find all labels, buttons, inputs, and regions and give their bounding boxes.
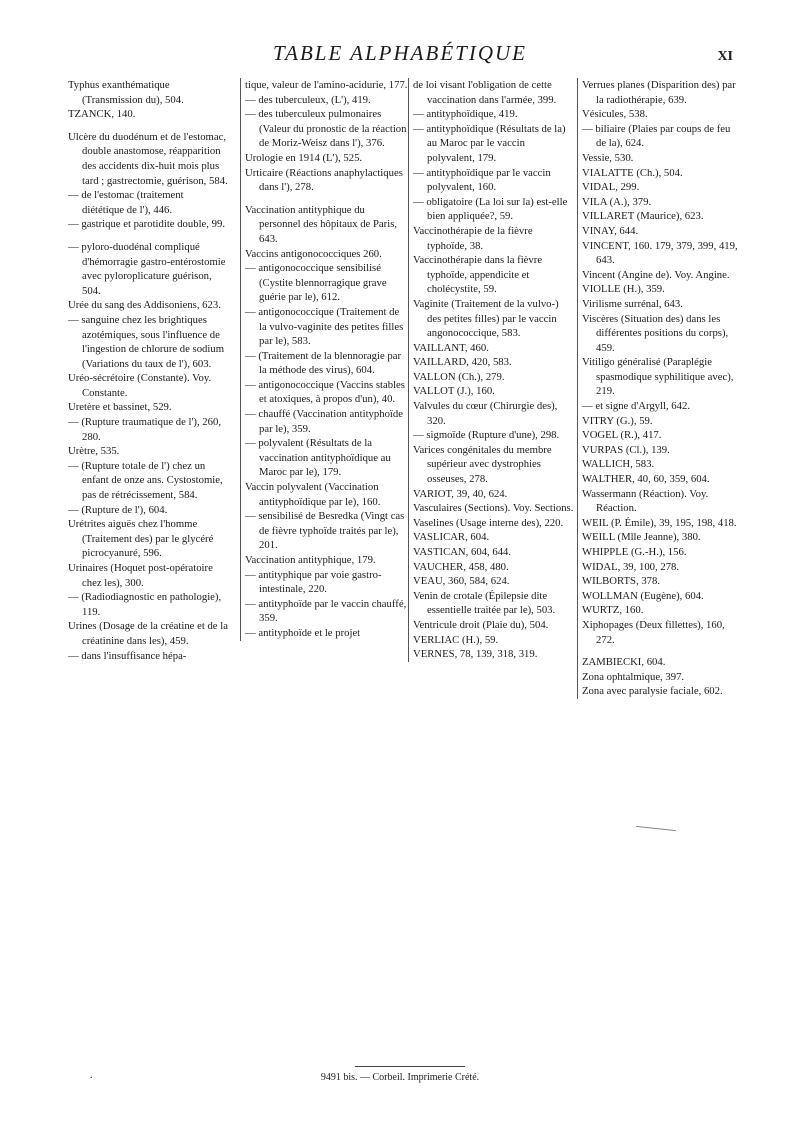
index-entry: VINAY, 644.: [582, 224, 639, 237]
index-entry: Urologie en 1914 (L'), 525.: [245, 151, 363, 164]
index-entry: VAILLARD, 420, 583.: [413, 356, 512, 369]
index-entry: — dans l'insuffisance hépa-: [68, 649, 187, 662]
footer-rule: [355, 1066, 465, 1067]
index-entry: Vaccinothérapie de la fièvre typhoïde, 38.: [413, 224, 533, 252]
index-entry: — (Radiodiagnostic en pathologie), 119.: [68, 591, 222, 618]
printer-imprint: 9491 bis. — Corbeil. Imprimerie Crété.: [320, 1072, 480, 1083]
index-entry: WEIL (P. Émile), 39, 195, 198, 418.: [582, 516, 737, 529]
index-entry: ZAMBIECKI, 604.: [582, 656, 666, 669]
index-entry: — et signe d'Argyll, 642.: [582, 400, 691, 413]
index-entry: — antityphoïdique (Résultats de la) au Maroc par le vaccin polyvalent, 179.: [413, 122, 566, 164]
index-entry: de loi visant l'obligation de cette vaccination dans l'armée, 399.: [413, 79, 557, 106]
index-entry: Vaselines (Usage interne des), 220.: [413, 516, 564, 529]
index-entry: VILLARET (Maurice), 623.: [582, 210, 704, 223]
index-entry: — biliaire (Plaies par coups de feu de la), 624.: [582, 122, 731, 150]
index-column-1: [68, 78, 228, 663]
index-entry: Urètre, 535.: [68, 445, 120, 458]
index-entry: — antityphoïde et le projet: [245, 626, 361, 639]
index-entry: VARIOT, 39, 40, 624.: [413, 487, 508, 500]
index-entry: VAILLANT, 460.: [413, 341, 489, 354]
index-entry: VALLON (Ch.), 279.: [413, 370, 505, 383]
index-entry: — (Rupture totale de l') chez un enfant de onze ans. Cystostomie, pas de rétrécissement, 584.: [68, 459, 223, 502]
index-entry: — antityphoïdique par le vaccin polyvalent, 160.: [413, 166, 551, 194]
index-entry: VALLOT (J.), 160.: [413, 385, 495, 398]
index-entry: VITRY (G.), 59.: [582, 414, 653, 427]
index-entry: Vaccination antityphique du personnel des hôpitaux de Paris, 643.: [245, 203, 398, 245]
index-entry: — sensibilisé de Besredka (Vingt cas de fièvre typhoïde traités par le), 201.: [245, 510, 405, 552]
index-entry: tique, valeur de l'amino-acidurie, 177.: [245, 79, 408, 91]
index-entry: — antityphique par voie gastro-intestinale, 220.: [245, 568, 382, 596]
index-entry: Vitiligo généralisé (Paraplégie spasmodique syphilitique avec), 219.: [582, 356, 734, 398]
index-entry: Viscères (Situation des) dans les différentes positions du corps), 459.: [582, 312, 729, 354]
index-entry: Ventricule droit (Plaie du), 504.: [413, 618, 549, 631]
index-entry: — de l'estomac (traitement diététique de l'), 446.: [68, 189, 184, 216]
index-entry: TZANCK, 140.: [68, 108, 136, 121]
index-entry: VIDAL, 299.: [582, 181, 640, 194]
index-entry: Xiphopages (Deux fillettes), 160, 272.: [582, 618, 725, 646]
index-entry: WURTZ, 160.: [582, 604, 644, 617]
index-entry: — sigmoïde (Rupture d'une), 298.: [413, 429, 560, 442]
index-entry: — chauffé (Vaccination antityphoïde par le), 359.: [245, 408, 403, 435]
index-entry: VOGEL (R.), 417.: [582, 429, 662, 442]
index-entry: Ulcère du duodénum et de l'estomac, double anastomose, réapparition des accidents dix-huit mois plus tard ; gastrectomie, guérison, 584.: [68, 130, 228, 187]
index-entry: VINCENT, 160. 179, 379, 399, 419, 643.: [582, 239, 738, 267]
index-entry: Urines (Dosage de la créatine et de la créatinine dans les), 459.: [68, 620, 228, 647]
index-entry: — sanguine chez les brightiques azotémiques, sous l'influence de l'ingestion de chlorure de sodium (Variations du taux de l'), 603.: [68, 313, 225, 370]
index-entry: — antigonococcique (Traitement de la vulvo-vaginite des petites filles par le), 583.: [245, 305, 404, 348]
index-entry: Vaccin polyvalent (Vaccination antityphoïdique par le), 160.: [245, 481, 381, 508]
index-column-3: [408, 78, 575, 662]
index-entry: WILBORTS, 378.: [582, 575, 661, 588]
index-entry: — antityphoïdique, 419.: [413, 108, 518, 121]
index-entry: — antigonococcique (Vaccins stables et atoxiques, à propos d'un), 40.: [245, 378, 405, 406]
index-entry: — (Rupture traumatique de l'), 260, 280.: [68, 416, 221, 443]
margin-pen-stroke: [636, 826, 676, 831]
index-entry: Urinaires (Hoquet post-opératoire chez les), 300.: [68, 562, 213, 589]
index-entry: Uretère et bassinet, 529.: [68, 401, 172, 414]
index-entry: VASLICAR, 604.: [413, 531, 490, 544]
index-entry: Virilisme surrénal, 643.: [582, 297, 683, 310]
index-entry: Urée du sang des Addisoniens, 623.: [68, 299, 221, 312]
index-entry: — (Traitement de la blennoragie par la méthode des virus), 604.: [245, 349, 402, 377]
index-entry: WALLICH, 583.: [582, 458, 655, 471]
index-entry: WEILL (Mlle Jeanne), 380.: [582, 531, 701, 544]
index-column-2: [240, 78, 408, 641]
index-entry: Valvules du cœur (Chirurgie des), 320.: [413, 400, 558, 427]
index-entry: Zona ophtalmique, 397.: [582, 670, 685, 683]
index-entry: — obligatoire (La loi sur la) est-elle bien appliquée?, 59.: [413, 195, 568, 223]
index-entry: Venin de crotale (Épilepsie dite essentielle traitée par le), 503.: [413, 589, 556, 617]
index-entry: Urétrites aiguës chez l'homme (Traitement des) par le glycéré picrocyanuré, 596.: [68, 518, 214, 560]
index-entry: Vessie, 530.: [582, 151, 634, 164]
index-entry: — antigonococcique sensibilisé (Cystite blennorragique grave guérie par le), 612.: [245, 262, 387, 304]
index-entry: Uréo-sécrétoire (Constante). Voy. Constante.: [68, 372, 212, 399]
index-entry: WHIPPLE (G.-H.), 156.: [582, 546, 687, 558]
index-entry: VIOLLE (H.), 359.: [582, 283, 665, 296]
index-entry: VILA (A.), 379.: [582, 195, 652, 208]
index-entry: VERLIAC (H.), 59.: [413, 633, 499, 646]
index-entry: Vaginite (Traitement de la vulvo-) des petites filles) par le vaccin angonococcique, 583.: [413, 297, 559, 340]
index-entry: Wassermann (Réaction). Voy. Réaction.: [582, 487, 709, 515]
index-entry: VEAU, 360, 584, 624.: [413, 575, 510, 588]
index-entry: Zona avec paralysie faciale, 602.: [582, 685, 723, 698]
index-entry: WIDAL, 39, 100, 278.: [582, 560, 680, 573]
index-entry: VASTICAN, 604, 644.: [413, 546, 512, 558]
index-entry: — des tuberculeux, (L'), 419.: [245, 93, 371, 106]
index-entry: Vasculaires (Sections). Voy. Sections.: [413, 502, 574, 515]
index-entry: VURPAS (Cl.), 139.: [582, 443, 670, 456]
footer-margin-mark: .: [90, 1070, 93, 1081]
index-entry: VAUCHER, 458, 480.: [413, 560, 509, 573]
index-entry: WOLLMAN (Eugène), 604.: [582, 589, 704, 602]
index-entry: Vésicules, 538.: [582, 108, 648, 121]
index-entry: Vaccination antityphique, 179.: [245, 554, 376, 566]
index-entry: — antityphoïde par le vaccin chauffé, 359.: [245, 597, 407, 625]
page-title: TABLE ALPHABÉTIQUE: [273, 41, 527, 65]
index-entry: Vincent (Angine de). Voy. Angine.: [582, 268, 730, 281]
index-entry: — pyloro-duodénal compliqué d'hémorragie gastro-entérostomie avec pyloroplicature guérison, 504.: [68, 240, 226, 297]
index-entry: Varices congénitales du membre supérieur avec dystrophies osseuses, 278.: [413, 443, 552, 486]
index-entry: VERNES, 78, 139, 318, 319.: [413, 648, 538, 661]
index-entry: — des tuberculeux pulmonaires (Valeur du pronostic de la réaction de Moriz-Weisz dans l'), 376.: [245, 108, 407, 150]
index-entry: — polyvalent (Résultats de la vaccination antityphoïdique au Maroc par le), 179.: [245, 437, 391, 479]
index-entry: Vaccinothérapie dans la fièvre typhoïde, appendicite et cholécystite, 59.: [413, 254, 543, 296]
index-entry: Vaccins antigonococciques 260.: [245, 247, 382, 260]
page-number: XI: [717, 49, 733, 64]
index-entry: Urticaire (Réactions anaphylactiques dans l'), 278.: [245, 166, 403, 194]
index-entry: — (Rupture de l'), 604.: [68, 503, 168, 516]
index-column-4: [577, 78, 742, 699]
index-entry: Typhus exanthématique (Transmission du), 504.: [68, 79, 184, 106]
index-entry: VIALATTE (Ch.), 504.: [582, 166, 683, 179]
index-entry: — gastrique et parotidite double, 99.: [68, 218, 226, 231]
index-entry: Verrues planes (Disparition des) par la radiothérapie, 639.: [582, 79, 736, 106]
index-entry: WALTHER, 40, 60, 359, 604.: [582, 473, 710, 486]
